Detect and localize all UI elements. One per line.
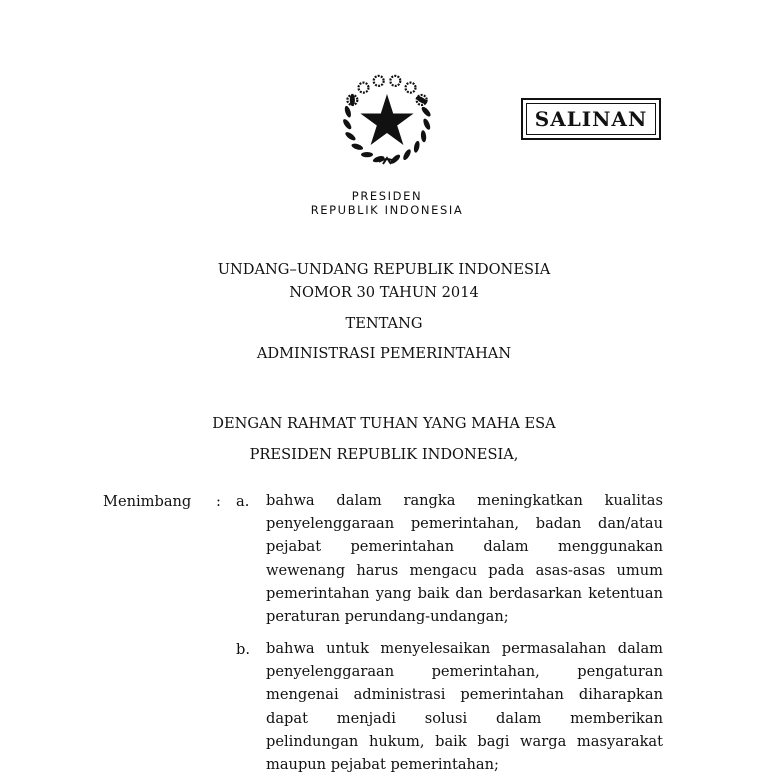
star-icon [360,94,413,145]
emblem-caption-presiden: PRESIDEN [351,189,423,203]
wreath-leaf [413,140,421,153]
wreath-leaf [351,142,364,151]
wreath-leaf [350,94,355,106]
emblem-caption-republik: REPUBLIK INDONESIA [310,203,464,217]
wreath-leaf [402,148,413,161]
wreath-leaf [361,152,373,157]
item-b-paragraph [266,637,663,776]
presidential-emblem-icon [336,72,438,168]
law-title-line2: NOMOR 30 TAHUN 2014 [289,284,479,301]
item-a-line: bahwa dalam rangka meningkatkan kualitas [266,492,663,509]
wreath-leaf [420,105,432,117]
item-b-marker: b. [236,641,250,658]
wreath-flower [390,76,400,86]
item-b-line: penyelenggaraan pemerintahan, pengaturan [266,663,663,681]
item-b-line: dapat menjadi solusi dalam memberikan [266,709,663,727]
law-title-line1: UNDANG–UNDANG REPUBLIK INDONESIA [217,261,551,278]
invocation: DENGAN RAHMAT TUHAN YANG MAHA ESA [212,415,556,432]
item-a-line: wewenang harus mengacu pada asas-asas umum [266,561,663,579]
wreath-flower [406,83,416,93]
wreath-leaf [342,118,353,131]
law-about: TENTANG [345,315,423,332]
salinan-stamp [521,98,661,140]
item-a-marker: a. [236,493,250,510]
item-b-line: bahwa untuk menyelesaikan permasalahan dalam [266,640,663,657]
item-a-line: penyelenggaraan pemerintahan, badan dan/atau [266,515,663,533]
considering-label: Menimbang [103,493,192,510]
item-b-line: maupun pejabat pemerintahan; [266,756,499,774]
salinan-label: SALINAN [534,107,648,131]
wreath-leaf [420,130,426,142]
item-b-line: mengenai administrasi pemerintahan diharapkan [266,686,663,704]
wreath-leaf [344,131,357,142]
law-subject: ADMINISTRASI PEMERINTAHAN [256,345,512,362]
wreath-leaf [422,118,432,131]
president-heading: PRESIDEN REPUBLIK INDONESIA, [249,446,519,463]
item-a-line: pemerintahan yang baik dan berdasarkan ketentuan [266,584,663,602]
item-a-line: pejabat pemerintahan dalam menggunakan [266,538,663,556]
wreath-leaf [344,105,353,118]
wreath-flower [374,76,384,86]
considering-colon: : [216,493,221,510]
wreath-flower [358,83,368,93]
item-a-paragraph [266,489,663,628]
item-b-line: pelindungan hukum, baik bagi warga masyarakat [266,732,663,750]
item-a-line: peraturan perundang-undangan; [266,608,509,626]
